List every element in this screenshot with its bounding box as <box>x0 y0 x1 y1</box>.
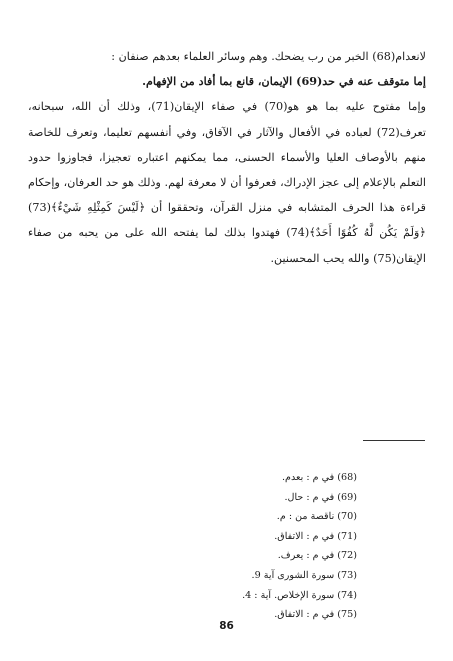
paragraph-second-group: وإما مفتوح عليه بما هو هو(70) في صفاء الإيقان(71)، وذلك أن الله، سبحانه، تعرف(72) لعباده في الأفعال والآثار في الآفاق، وفي أنفسهم تعليما، وتعرف للخاصة منهم بالأوصاف العليا والأسماء الحسنى، مما يمكنهم اعتباره تعجيزا، فجاوزوا حدود التعلم بالإعلام إلى عجز الإدراك، فعرفوا أن لا معرفة لهم. وذلك هو حد العرفان، وإحكام قراءة هذا الحرف المتشابه في منزل القرآن، وتحققوا أن ﴿لَيْسَ كَمِثْلِهِ شَيْءٌ﴾(73) ﴿وَلَمْ يَكُن لَّهُ كُفُوًا أَحَدٌ﴾(74) فهتدوا بذلك لما يفتحه الله على من يحبه من صفاء الإيقان(75) والله يحب المحسنين. <box>28 100 426 265</box>
footnote: (70) ناقصة من : م. <box>276 511 357 523</box>
footnote: (72) في م : يعرف. <box>277 550 357 562</box>
footnote: (71) في م : الاتفاق. <box>274 530 357 542</box>
paragraph-first-group: إما متوقف عنه في حد(69) الإيمان، قانع بما أفاد من الإفهام. <box>142 74 426 89</box>
footnote-separator <box>363 440 425 441</box>
footnote: (68) في م : بعدم. <box>282 472 357 483</box>
footnote: (75) في م : الاتفاق. <box>274 609 357 621</box>
footnote: (73) سورة الشورى آية 9. <box>251 569 357 581</box>
page-number: 86 <box>219 620 234 632</box>
main-text <box>28 44 426 271</box>
footnote: (69) في م : حال. <box>284 491 357 503</box>
footnotes <box>97 468 357 625</box>
footnote: (74) سورة الإخلاص. آية : 4. <box>242 589 357 601</box>
paragraph-intro: لانعدام(68) الخبر من رب يضحك. وهم وسائر العلماء بعدهم صنفان : <box>111 50 426 63</box>
